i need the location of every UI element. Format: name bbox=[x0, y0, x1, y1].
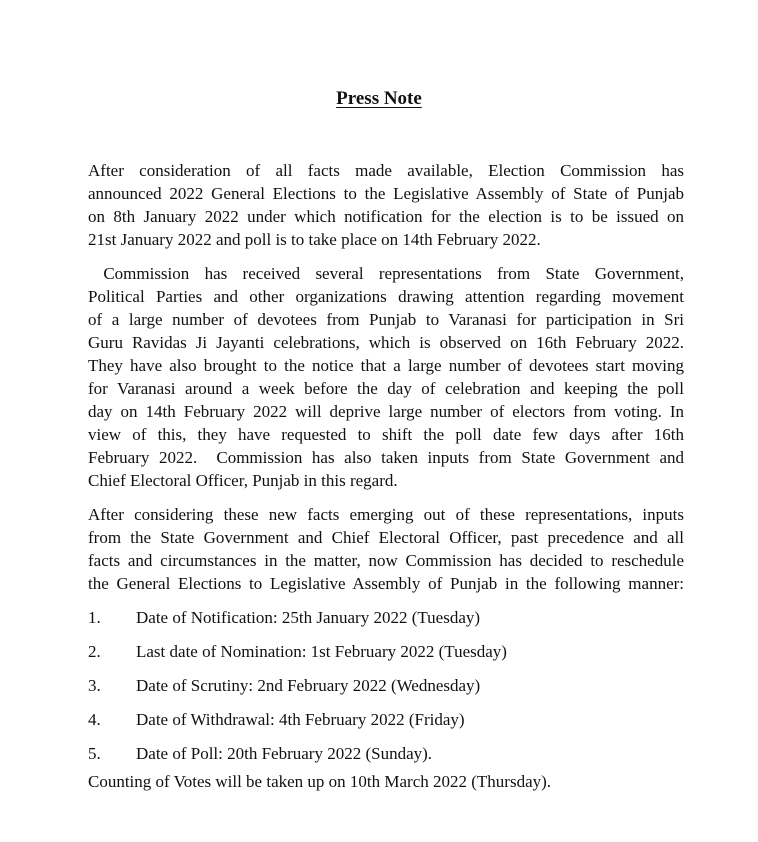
item-number: 3. bbox=[88, 676, 101, 695]
text-line: February 2022. Commission has also taken inputs from State Government and bbox=[88, 448, 684, 467]
paragraph-announcement bbox=[88, 159, 684, 251]
schedule-item bbox=[88, 674, 688, 708]
text-line: Commission has received several representations from State Government, bbox=[88, 264, 684, 283]
item-number: 1. bbox=[88, 608, 101, 627]
item-number: 4. bbox=[88, 710, 101, 729]
paragraph-reschedule bbox=[88, 503, 684, 595]
schedule-item bbox=[88, 640, 688, 674]
text-line: the General Elections to Legislative Assembly of Punjab in the following manner: bbox=[88, 574, 684, 593]
text-line: Political Parties and other organizations drawing attention regarding movement bbox=[88, 287, 684, 306]
text-line: on 8th January 2022 under which notification for the election is to be issued on bbox=[88, 207, 684, 226]
text-line: of a large number of devotees from Punjab to Varanasi for participation in Sri bbox=[88, 310, 684, 329]
paragraph-representations bbox=[88, 262, 684, 492]
schedule-item bbox=[88, 708, 688, 742]
text-line: Chief Electoral Officer, Punjab in this regard. bbox=[88, 471, 398, 490]
item-text: Date of Withdrawal: 4th February 2022 (Friday) bbox=[136, 710, 465, 729]
text-line: for Varanasi around a week before the day of celebration and keeping the poll bbox=[88, 379, 684, 398]
text-line: facts and circumstances in the matter, now Commission has decided to reschedule bbox=[88, 551, 684, 570]
item-text: Date of Notification: 25th January 2022 (Tuesday) bbox=[136, 608, 481, 627]
item-text: Last date of Nomination: 1st February 2022 (Tuesday) bbox=[136, 642, 507, 661]
text-line: day on 14th February 2022 will deprive large number of electors from voting. In bbox=[88, 402, 684, 421]
text-line: announced 2022 General Elections to the Legislative Assembly of State of Punjab bbox=[88, 184, 684, 203]
text-line: 21st January 2022 and poll is to take place on 14th February 2022. bbox=[88, 230, 541, 249]
page-title: Press Note bbox=[336, 88, 422, 109]
text-line: After consideration of all facts made available, Election Commission has bbox=[88, 161, 684, 180]
text-line: After considering these new facts emerging out of these representations, inputs bbox=[88, 505, 684, 524]
schedule-list bbox=[88, 606, 688, 776]
text-line: view of this, they have requested to shift the poll date few days after 16th bbox=[88, 425, 684, 444]
schedule-item bbox=[88, 606, 688, 640]
text-line: from the State Government and Chief Electoral Officer, past precedence and all bbox=[88, 528, 684, 547]
item-text: Date of Scrutiny: 2nd February 2022 (Wednesday) bbox=[136, 676, 481, 695]
text-line: They have also brought to the notice that a large number of devotees start moving bbox=[88, 356, 684, 375]
item-number: 2. bbox=[88, 642, 101, 661]
item-text: Date of Poll: 20th February 2022 (Sunday). bbox=[136, 744, 433, 763]
item-number: 5. bbox=[88, 744, 101, 763]
text-line: Guru Ravidas Ji Jayanti celebrations, which is observed on 16th February 2022. bbox=[88, 333, 684, 352]
counting-note: Counting of Votes will be taken up on 10th March 2022 (Thursday). bbox=[88, 772, 552, 791]
